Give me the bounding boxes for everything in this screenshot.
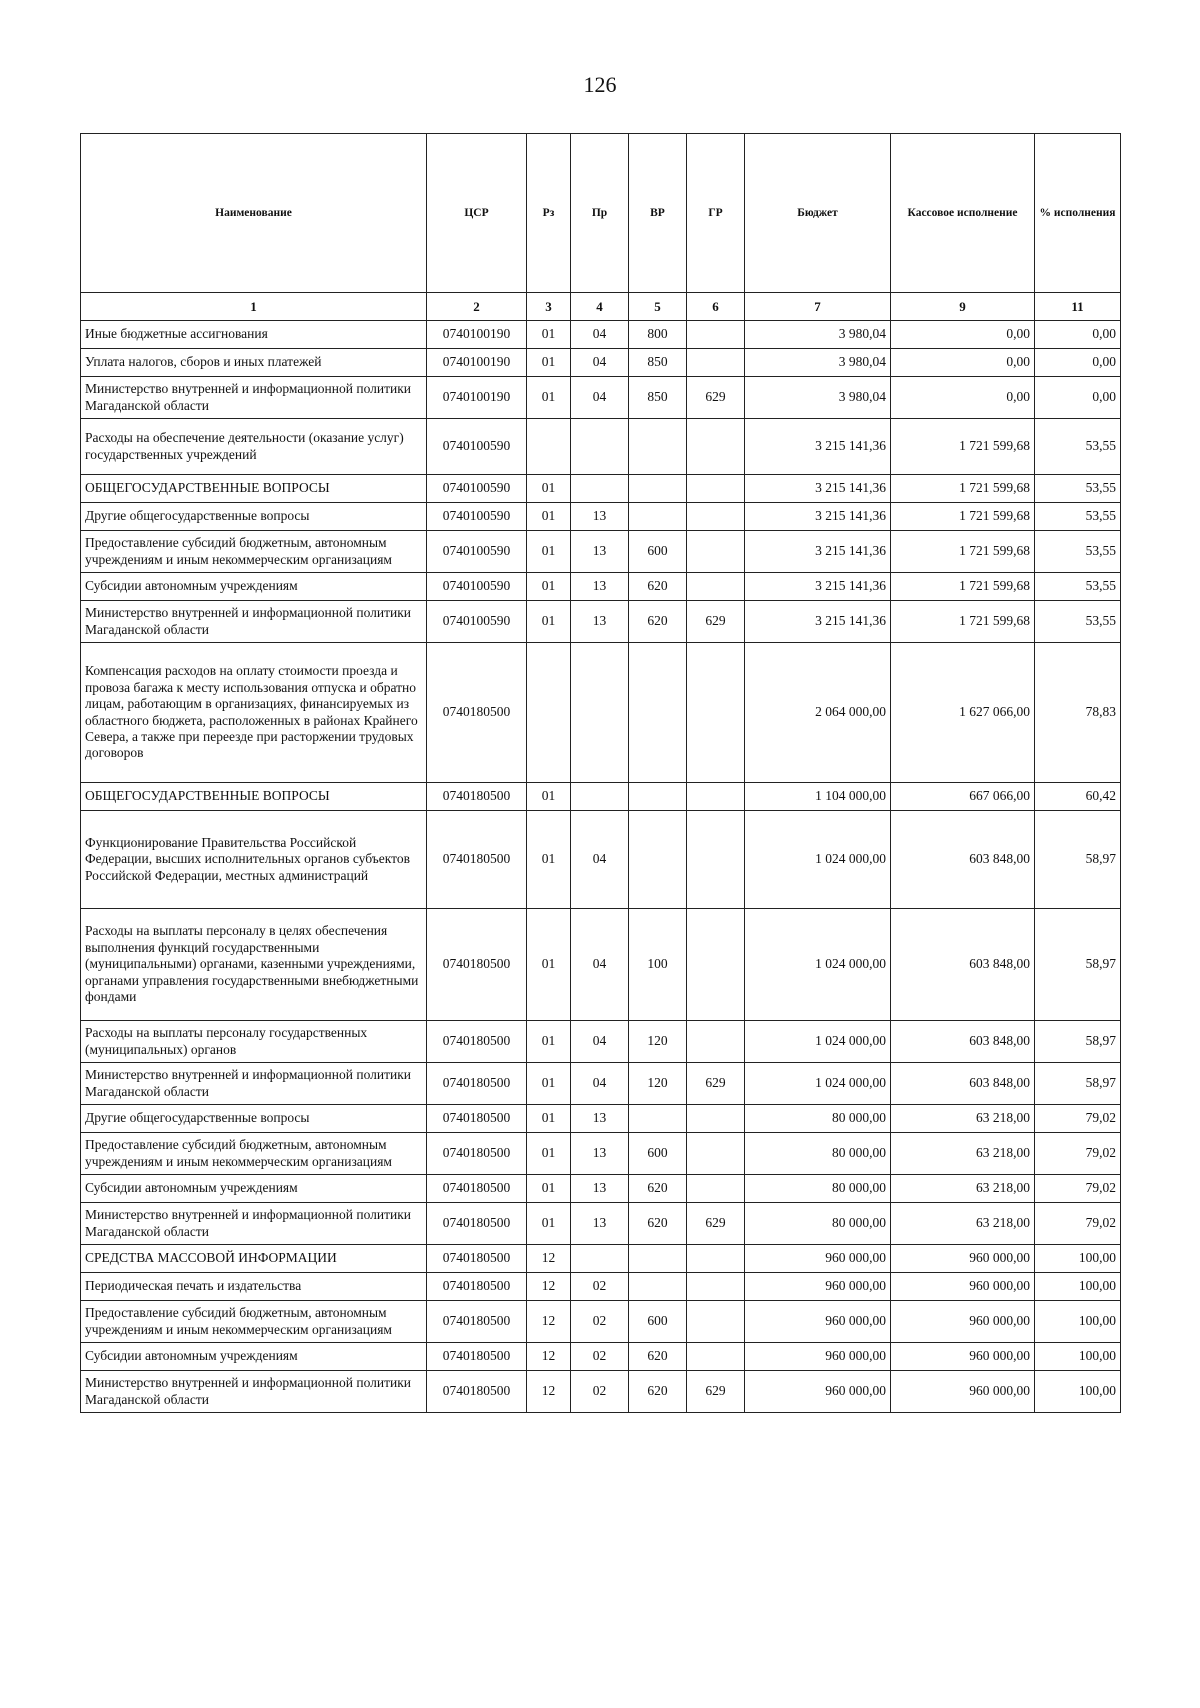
cell-percent: 78,83 <box>1035 643 1121 783</box>
cell-kassa: 667 066,00 <box>891 783 1035 811</box>
cell-vr: 600 <box>629 531 687 573</box>
cell-budget: 2 064 000,00 <box>745 643 891 783</box>
cell-vr: 600 <box>629 1133 687 1175</box>
cell-rz: 01 <box>527 1175 571 1203</box>
cell-budget: 960 000,00 <box>745 1245 891 1273</box>
header-rz: Рз <box>527 134 571 293</box>
cell-budget: 1 024 000,00 <box>745 909 891 1021</box>
cell-vr: 120 <box>629 1021 687 1063</box>
cell-budget: 3 215 141,36 <box>745 503 891 531</box>
cell-vr: 800 <box>629 321 687 349</box>
cell-budget: 80 000,00 <box>745 1175 891 1203</box>
column-number: 3 <box>527 293 571 321</box>
cell-gr <box>687 1021 745 1063</box>
cell-pr: 04 <box>571 909 629 1021</box>
cell-pr: 02 <box>571 1273 629 1301</box>
cell-rz: 01 <box>527 1105 571 1133</box>
cell-name: Субсидии автономным учреждениям <box>81 1175 427 1203</box>
cell-pr <box>571 783 629 811</box>
table-body <box>81 321 1121 1413</box>
cell-vr <box>629 1273 687 1301</box>
cell-gr <box>687 643 745 783</box>
cell-percent: 79,02 <box>1035 1175 1121 1203</box>
cell-name: Иные бюджетные ассигнования <box>81 321 427 349</box>
cell-pr: 04 <box>571 1063 629 1105</box>
cell-kassa: 603 848,00 <box>891 1063 1035 1105</box>
cell-pr: 13 <box>571 503 629 531</box>
cell-kassa: 1 721 599,68 <box>891 573 1035 601</box>
cell-budget: 960 000,00 <box>745 1343 891 1371</box>
cell-budget: 1 024 000,00 <box>745 1021 891 1063</box>
column-number: 4 <box>571 293 629 321</box>
cell-percent: 0,00 <box>1035 377 1121 419</box>
cell-percent: 58,97 <box>1035 1021 1121 1063</box>
cell-kassa: 1 721 599,68 <box>891 475 1035 503</box>
cell-percent: 100,00 <box>1035 1343 1121 1371</box>
table-row <box>81 1273 1121 1301</box>
table-row <box>81 321 1121 349</box>
cell-gr <box>687 1273 745 1301</box>
cell-budget: 80 000,00 <box>745 1133 891 1175</box>
cell-name: Предоставление субсидий бюджетным, автономным учреждениям и иным некоммерческим организациям <box>81 531 427 573</box>
cell-kassa: 63 218,00 <box>891 1175 1035 1203</box>
cell-rz: 01 <box>527 475 571 503</box>
cell-vr <box>629 1245 687 1273</box>
cell-rz: 01 <box>527 321 571 349</box>
cell-name: Периодическая печать и издательства <box>81 1273 427 1301</box>
cell-rz: 01 <box>527 1133 571 1175</box>
header-pr: Пр <box>571 134 629 293</box>
cell-kassa: 0,00 <box>891 377 1035 419</box>
table-row <box>81 1343 1121 1371</box>
cell-percent: 58,97 <box>1035 811 1121 909</box>
cell-kassa: 0,00 <box>891 349 1035 377</box>
cell-budget: 3 980,04 <box>745 377 891 419</box>
cell-gr <box>687 811 745 909</box>
cell-percent: 79,02 <box>1035 1133 1121 1175</box>
cell-gr <box>687 1245 745 1273</box>
cell-pr: 04 <box>571 811 629 909</box>
cell-vr <box>629 1105 687 1133</box>
cell-pr: 13 <box>571 601 629 643</box>
cell-gr <box>687 909 745 1021</box>
cell-name: СРЕДСТВА МАССОВОЙ ИНФОРМАЦИИ <box>81 1245 427 1273</box>
cell-csr: 0740180500 <box>427 1105 527 1133</box>
table-row <box>81 1245 1121 1273</box>
cell-vr: 850 <box>629 349 687 377</box>
cell-pr: 02 <box>571 1371 629 1413</box>
cell-gr: 629 <box>687 1203 745 1245</box>
cell-vr: 850 <box>629 377 687 419</box>
cell-vr: 100 <box>629 909 687 1021</box>
cell-budget: 960 000,00 <box>745 1301 891 1343</box>
cell-csr: 0740180500 <box>427 1245 527 1273</box>
cell-percent: 53,55 <box>1035 503 1121 531</box>
cell-csr: 0740180500 <box>427 1175 527 1203</box>
cell-csr: 0740180500 <box>427 811 527 909</box>
cell-csr: 0740180500 <box>427 1371 527 1413</box>
cell-rz: 01 <box>527 1203 571 1245</box>
cell-percent: 53,55 <box>1035 531 1121 573</box>
cell-name: Расходы на выплаты персоналу в целях обеспечения выполнения функций государственными (муниципальными) органами, казенными учреждениями, органами управления государственными внебюджетными фондами <box>81 909 427 1021</box>
cell-gr <box>687 1105 745 1133</box>
cell-csr: 0740180500 <box>427 1063 527 1105</box>
cell-percent: 58,97 <box>1035 909 1121 1021</box>
cell-kassa: 1 721 599,68 <box>891 419 1035 475</box>
cell-kassa: 603 848,00 <box>891 811 1035 909</box>
cell-csr: 0740180500 <box>427 783 527 811</box>
table-row <box>81 503 1121 531</box>
table-row <box>81 1371 1121 1413</box>
column-number: 11 <box>1035 293 1121 321</box>
column-number: 1 <box>81 293 427 321</box>
cell-vr <box>629 475 687 503</box>
cell-percent: 79,02 <box>1035 1105 1121 1133</box>
cell-pr: 13 <box>571 1105 629 1133</box>
cell-rz: 01 <box>527 1063 571 1105</box>
cell-csr: 0740100190 <box>427 377 527 419</box>
cell-budget: 3 215 141,36 <box>745 601 891 643</box>
cell-pr: 04 <box>571 349 629 377</box>
cell-csr: 0740180500 <box>427 1203 527 1245</box>
table-row <box>81 349 1121 377</box>
cell-pr: 04 <box>571 1021 629 1063</box>
cell-name: Субсидии автономным учреждениям <box>81 1343 427 1371</box>
table-row <box>81 1063 1121 1105</box>
cell-kassa: 1 721 599,68 <box>891 601 1035 643</box>
cell-gr <box>687 531 745 573</box>
cell-rz: 01 <box>527 1021 571 1063</box>
cell-kassa: 960 000,00 <box>891 1245 1035 1273</box>
cell-gr <box>687 419 745 475</box>
cell-gr <box>687 1175 745 1203</box>
cell-name: ОБЩЕГОСУДАРСТВЕННЫЕ ВОПРОСЫ <box>81 475 427 503</box>
cell-vr: 120 <box>629 1063 687 1105</box>
cell-rz: 01 <box>527 601 571 643</box>
table-row <box>81 601 1121 643</box>
table-row <box>81 573 1121 601</box>
cell-csr: 0740100190 <box>427 349 527 377</box>
column-number: 7 <box>745 293 891 321</box>
cell-vr: 620 <box>629 1343 687 1371</box>
cell-budget: 960 000,00 <box>745 1371 891 1413</box>
cell-percent: 53,55 <box>1035 475 1121 503</box>
cell-percent: 53,55 <box>1035 573 1121 601</box>
cell-kassa: 603 848,00 <box>891 909 1035 1021</box>
cell-name: Компенсация расходов на оплату стоимости проезда и провоза багажа к месту использования отпуска и обратно лицам, работающим в организациях, финансируемых из областного бюджета, расположенных в районах Крайнего Севера, а также при переезде при расторжении трудовых договоров <box>81 643 427 783</box>
table-row <box>81 419 1121 475</box>
cell-pr <box>571 475 629 503</box>
cell-pr: 02 <box>571 1301 629 1343</box>
cell-rz: 01 <box>527 531 571 573</box>
table-row <box>81 783 1121 811</box>
table-row <box>81 1021 1121 1063</box>
cell-budget: 3 980,04 <box>745 349 891 377</box>
cell-csr: 0740180500 <box>427 1273 527 1301</box>
cell-gr: 629 <box>687 1371 745 1413</box>
cell-gr <box>687 783 745 811</box>
column-number: 2 <box>427 293 527 321</box>
cell-csr: 0740180500 <box>427 1301 527 1343</box>
cell-pr <box>571 419 629 475</box>
cell-percent: 0,00 <box>1035 349 1121 377</box>
cell-kassa: 960 000,00 <box>891 1371 1035 1413</box>
cell-rz: 01 <box>527 349 571 377</box>
cell-csr: 0740100590 <box>427 419 527 475</box>
cell-rz: 12 <box>527 1301 571 1343</box>
cell-name: ОБЩЕГОСУДАРСТВЕННЫЕ ВОПРОСЫ <box>81 783 427 811</box>
cell-name: Предоставление субсидий бюджетным, автономным учреждениям и иным некоммерческим организациям <box>81 1133 427 1175</box>
cell-budget: 1 104 000,00 <box>745 783 891 811</box>
cell-percent: 0,00 <box>1035 321 1121 349</box>
table-row <box>81 1175 1121 1203</box>
table-row <box>81 1133 1121 1175</box>
table-row <box>81 377 1121 419</box>
cell-gr <box>687 349 745 377</box>
cell-rz: 01 <box>527 909 571 1021</box>
cell-budget: 3 215 141,36 <box>745 419 891 475</box>
table-row <box>81 1203 1121 1245</box>
cell-budget: 1 024 000,00 <box>745 1063 891 1105</box>
cell-vr <box>629 783 687 811</box>
cell-gr: 629 <box>687 377 745 419</box>
cell-gr <box>687 503 745 531</box>
header-budget: Бюджет <box>745 134 891 293</box>
table-row <box>81 1105 1121 1133</box>
cell-pr: 02 <box>571 1343 629 1371</box>
cell-kassa: 960 000,00 <box>891 1273 1035 1301</box>
cell-budget: 80 000,00 <box>745 1203 891 1245</box>
column-number: 5 <box>629 293 687 321</box>
cell-vr: 620 <box>629 573 687 601</box>
cell-kassa: 1 721 599,68 <box>891 503 1035 531</box>
cell-pr: 04 <box>571 377 629 419</box>
cell-budget: 960 000,00 <box>745 1273 891 1301</box>
cell-name: Министерство внутренней и информационной политики Магаданской области <box>81 1371 427 1413</box>
cell-gr: 629 <box>687 1063 745 1105</box>
cell-percent: 79,02 <box>1035 1203 1121 1245</box>
cell-kassa: 0,00 <box>891 321 1035 349</box>
cell-kassa: 1 627 066,00 <box>891 643 1035 783</box>
cell-rz: 01 <box>527 377 571 419</box>
table-row <box>81 909 1121 1021</box>
cell-csr: 0740100590 <box>427 601 527 643</box>
cell-csr: 0740100590 <box>427 503 527 531</box>
cell-rz: 01 <box>527 503 571 531</box>
table-row <box>81 811 1121 909</box>
cell-csr: 0740180500 <box>427 1021 527 1063</box>
cell-kassa: 1 721 599,68 <box>891 531 1035 573</box>
cell-budget: 3 215 141,36 <box>745 475 891 503</box>
cell-percent: 60,42 <box>1035 783 1121 811</box>
cell-name: Другие общегосударственные вопросы <box>81 1105 427 1133</box>
header-vr: ВР <box>629 134 687 293</box>
cell-pr: 13 <box>571 1175 629 1203</box>
cell-csr: 0740180500 <box>427 1343 527 1371</box>
cell-gr <box>687 321 745 349</box>
cell-gr <box>687 475 745 503</box>
cell-kassa: 603 848,00 <box>891 1021 1035 1063</box>
cell-gr <box>687 573 745 601</box>
cell-budget: 3 215 141,36 <box>745 573 891 601</box>
cell-csr: 0740180500 <box>427 909 527 1021</box>
cell-kassa: 63 218,00 <box>891 1105 1035 1133</box>
cell-percent: 100,00 <box>1035 1301 1121 1343</box>
budget-table <box>80 133 1121 1413</box>
column-number-row <box>81 293 1121 321</box>
cell-percent: 53,55 <box>1035 419 1121 475</box>
cell-name: Расходы на выплаты персоналу государственных (муниципальных) органов <box>81 1021 427 1063</box>
header-name: Наименование <box>81 134 427 293</box>
cell-vr: 600 <box>629 1301 687 1343</box>
column-number: 6 <box>687 293 745 321</box>
cell-csr: 0740180500 <box>427 1133 527 1175</box>
header-csr: ЦСР <box>427 134 527 293</box>
header-gr: ГР <box>687 134 745 293</box>
cell-percent: 100,00 <box>1035 1371 1121 1413</box>
cell-rz: 12 <box>527 1343 571 1371</box>
cell-rz <box>527 643 571 783</box>
header-kassa: Кассовое исполнение <box>891 134 1035 293</box>
cell-budget: 1 024 000,00 <box>745 811 891 909</box>
cell-percent: 100,00 <box>1035 1273 1121 1301</box>
cell-percent: 100,00 <box>1035 1245 1121 1273</box>
table-row <box>81 643 1121 783</box>
cell-csr: 0740100590 <box>427 531 527 573</box>
header-percent: % исполнения <box>1035 134 1121 293</box>
cell-vr <box>629 643 687 783</box>
cell-csr: 0740100590 <box>427 573 527 601</box>
cell-gr <box>687 1133 745 1175</box>
cell-rz <box>527 419 571 475</box>
cell-vr: 620 <box>629 1175 687 1203</box>
cell-vr: 620 <box>629 601 687 643</box>
cell-gr <box>687 1301 745 1343</box>
cell-name: Предоставление субсидий бюджетным, автономным учреждениям и иным некоммерческим организациям <box>81 1301 427 1343</box>
cell-budget: 80 000,00 <box>745 1105 891 1133</box>
cell-rz: 01 <box>527 811 571 909</box>
cell-name: Расходы на обеспечение деятельности (оказание услуг) государственных учреждений <box>81 419 427 475</box>
cell-gr <box>687 1343 745 1371</box>
cell-kassa: 63 218,00 <box>891 1133 1035 1175</box>
cell-pr: 13 <box>571 531 629 573</box>
cell-kassa: 960 000,00 <box>891 1301 1035 1343</box>
cell-name: Уплата налогов, сборов и иных платежей <box>81 349 427 377</box>
cell-vr: 620 <box>629 1203 687 1245</box>
cell-vr <box>629 419 687 475</box>
cell-name: Министерство внутренней и информационной политики Магаданской области <box>81 601 427 643</box>
table-row <box>81 475 1121 503</box>
cell-rz: 12 <box>527 1371 571 1413</box>
cell-rz: 12 <box>527 1273 571 1301</box>
cell-name: Функционирование Правительства Российской Федерации, высших исполнительных органов субъектов Российской Федерации, местных администраций <box>81 811 427 909</box>
cell-budget: 3 215 141,36 <box>745 531 891 573</box>
cell-rz: 01 <box>527 573 571 601</box>
cell-pr <box>571 643 629 783</box>
cell-pr: 13 <box>571 573 629 601</box>
table-row <box>81 531 1121 573</box>
cell-gr: 629 <box>687 601 745 643</box>
cell-budget: 3 980,04 <box>745 321 891 349</box>
cell-percent: 53,55 <box>1035 601 1121 643</box>
cell-pr <box>571 1245 629 1273</box>
cell-percent: 58,97 <box>1035 1063 1121 1105</box>
cell-rz: 12 <box>527 1245 571 1273</box>
cell-pr: 13 <box>571 1133 629 1175</box>
cell-vr <box>629 811 687 909</box>
cell-vr: 620 <box>629 1371 687 1413</box>
cell-pr: 13 <box>571 1203 629 1245</box>
cell-pr: 04 <box>571 321 629 349</box>
page-number: 126 <box>583 72 617 97</box>
column-number: 9 <box>891 293 1035 321</box>
cell-csr: 0740100590 <box>427 475 527 503</box>
cell-csr: 0740100190 <box>427 321 527 349</box>
cell-vr <box>629 503 687 531</box>
cell-name: Другие общегосударственные вопросы <box>81 503 427 531</box>
header-row <box>81 134 1121 293</box>
table-row <box>81 1301 1121 1343</box>
cell-name: Министерство внутренней и информационной политики Магаданской области <box>81 1063 427 1105</box>
cell-name: Министерство внутренней и информационной политики Магаданской области <box>81 377 427 419</box>
cell-name: Субсидии автономным учреждениям <box>81 573 427 601</box>
cell-csr: 0740180500 <box>427 643 527 783</box>
cell-name: Министерство внутренней и информационной политики Магаданской области <box>81 1203 427 1245</box>
cell-kassa: 960 000,00 <box>891 1343 1035 1371</box>
cell-kassa: 63 218,00 <box>891 1203 1035 1245</box>
cell-rz: 01 <box>527 783 571 811</box>
